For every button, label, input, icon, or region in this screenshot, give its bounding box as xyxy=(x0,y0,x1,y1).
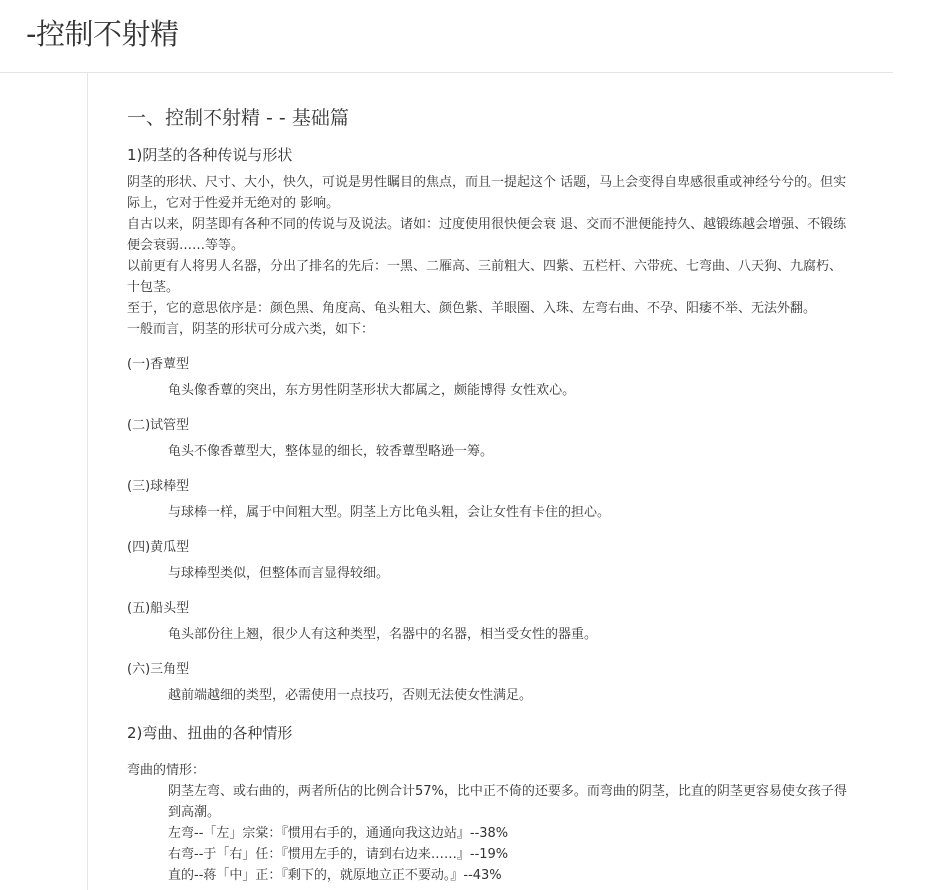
bend-label: 弯曲的情形： xyxy=(127,763,206,778)
paragraph: 以前更有人将男人名器，分出了排名的先后：一黑、二雁高、三前粗大、四紫、五栏杆、六带疣、七弯曲、八天狗、九腐朽、十包茎。 xyxy=(127,259,843,295)
article-heading: 一、控制不射精 - - 基础篇 xyxy=(127,107,349,129)
shape-description: 龟头不像香蕈型大，整体显的细长，较香蕈型略逊一筹。 xyxy=(168,444,494,459)
shape-item xyxy=(127,354,847,401)
bend-line: 左弯--「左」宗棠：『惯用右手的，通通向我这边站』--38% xyxy=(168,826,509,841)
section1-title: 1)阴茎的各种传说与形状 xyxy=(127,146,293,164)
shape-title: (四)黄瓜型 xyxy=(127,540,190,555)
paragraph: 一般而言，阴茎的形状可分成六类，如下： xyxy=(127,322,375,337)
paragraph: 至于，它的意思依序是：颜色黑、角度高、龟头粗大、颜色紫、羊眼圈、入珠、左弯右曲、不孕、阳痿不举、无法外翻。 xyxy=(127,301,817,316)
shape-description: 越前端越细的类型，必需使用一点技巧，否则无法使女性满足。 xyxy=(168,688,533,703)
shape-title: (三)球棒型 xyxy=(127,479,190,494)
article-body xyxy=(127,104,847,886)
bend-line: 右弯--于「右」任：『惯用左手的，请到右边来……』--19% xyxy=(168,847,509,862)
bend-line: 阴茎左弯、或右曲的，两者所佔的比例合计57%，比中正不倚的还要多。而弯曲的阴茎，比直的阴茎更容易使女孩子得到高潮。 xyxy=(168,784,847,820)
shape-description: 与球棒型类似，但整体而言显得较细。 xyxy=(168,566,390,581)
shape-item xyxy=(127,476,847,523)
paragraph: 阴茎的形状、尺寸、大小，快久，可说是男性瞩目的焦点，而且一提起这个 话题，马上会变得自卑感很重或神经兮兮的。但实际上，它对于性爱并无绝对的 影响。 xyxy=(127,175,847,211)
shape-description: 龟头像香蕈的突出，东方男性阴茎形状大都属之，颇能博得 女性欢心。 xyxy=(168,383,576,398)
page-title: -控制不射精 xyxy=(26,17,179,51)
left-divider xyxy=(87,73,88,890)
shape-title: (五)船头型 xyxy=(127,601,190,616)
shape-item xyxy=(127,415,847,462)
shape-title: (二)试管型 xyxy=(127,418,190,433)
shape-title: (一)香蕈型 xyxy=(127,357,190,372)
shape-item xyxy=(127,598,847,645)
shape-description: 龟头部份往上翘，很少人有这种类型，名器中的名器，相当受女性的器重。 xyxy=(168,627,598,642)
bend-lines xyxy=(168,781,847,886)
section1-paragraphs xyxy=(127,172,847,340)
shape-item xyxy=(127,659,847,706)
shape-title: (六)三角型 xyxy=(127,662,190,677)
paragraph: 自古以来，阴茎即有各种不同的传说与及说法。诸如：过度使用很快便会衰 退、交而不泄便能持久、越锻练越会增强、不锻练便会衰弱……等等。 xyxy=(127,217,847,253)
page-header xyxy=(0,0,893,73)
section2-title: 2)弯曲、扭曲的各种情形 xyxy=(127,724,293,742)
bend-line: 直的--蒋「中」正：『剩下的，就原地立正不要动。』--43% xyxy=(168,868,502,883)
shape-item xyxy=(127,537,847,584)
shape-list xyxy=(127,354,847,706)
shape-description: 与球棒一样，属于中间粗大型。阴茎上方比龟头粗，会让女性有卡住的担心。 xyxy=(168,505,611,520)
